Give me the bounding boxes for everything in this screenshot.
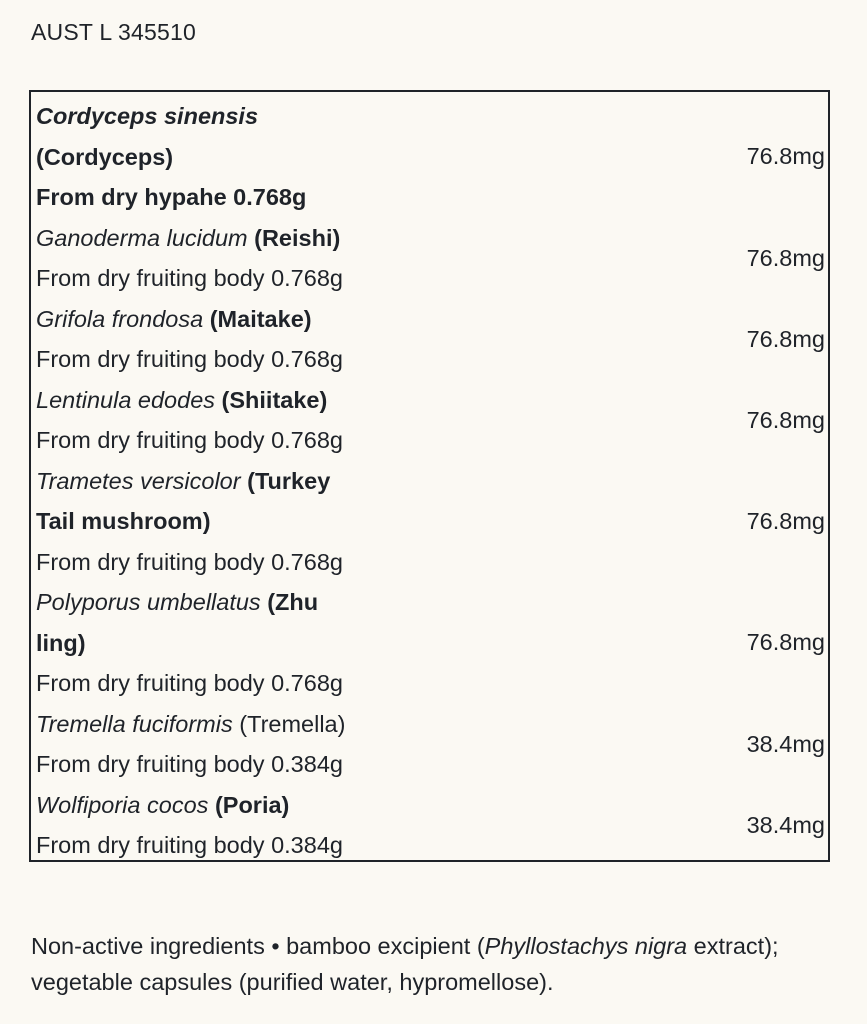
common-name: (Maitake) bbox=[209, 305, 312, 332]
latin-name: Tremella fuciformis bbox=[36, 710, 233, 737]
common-name: (Zhu bbox=[267, 589, 319, 615]
source-text: From dry hypahe 0.768g bbox=[36, 184, 307, 210]
ingredients-table bbox=[29, 90, 830, 862]
ingredient-name-cell bbox=[31, 461, 736, 583]
ingredient-row-cordyceps bbox=[31, 96, 828, 218]
ingredient-amount: 76.8mg bbox=[746, 629, 825, 656]
source-text: From dry fruiting body 0.768g bbox=[36, 427, 343, 453]
source-text: From dry fruiting body 0.384g bbox=[36, 751, 343, 777]
source-text: From dry fruiting body 0.768g bbox=[36, 670, 343, 696]
footer-italic-name: Phyllostachys nigra bbox=[484, 933, 688, 959]
ingredient-amount: 76.8mg bbox=[746, 406, 825, 433]
common-name: (Turkey bbox=[247, 467, 331, 494]
aust-listing-number: AUST L 345510 bbox=[31, 19, 196, 45]
ingredient-row-maitake bbox=[31, 299, 828, 380]
footer-prefix: Non-active ingredients • bamboo excipient ( bbox=[31, 933, 485, 959]
source-text: From dry fruiting body 0.768g bbox=[36, 548, 343, 575]
latin-name: Wolfiporia cocos bbox=[36, 791, 209, 818]
ingredient-row-turkey-tail bbox=[31, 461, 828, 583]
ingredient-amount: 76.8mg bbox=[746, 143, 825, 170]
ingredient-amount: 76.8mg bbox=[746, 507, 825, 534]
common-name: (Cordyceps) bbox=[36, 143, 174, 170]
ingredient-row-reishi bbox=[31, 218, 828, 299]
source-text: From dry fruiting body 0.768g bbox=[36, 346, 343, 372]
ingredient-row-shiitake bbox=[31, 380, 828, 461]
common-name-continued: ling) bbox=[36, 629, 86, 656]
common-name: (Tremella) bbox=[239, 710, 346, 737]
common-name: (Reishi) bbox=[254, 224, 341, 251]
ingredient-name-cell bbox=[31, 218, 736, 299]
source-text: From dry fruiting body 0.384g bbox=[36, 832, 343, 858]
footer-suffix: extract); vegetable capsules (purified water, hypromellose). bbox=[31, 933, 779, 995]
ingredient-amount: 76.8mg bbox=[746, 244, 825, 271]
ingredient-amount: 76.8mg bbox=[746, 325, 825, 352]
ingredient-row-zhu-ling bbox=[31, 582, 828, 704]
common-name: (Shiitake) bbox=[221, 386, 328, 413]
non-active-ingredients bbox=[31, 928, 851, 1000]
ingredient-amount: 38.4mg bbox=[746, 730, 825, 757]
latin-name: Lentinula edodes bbox=[36, 386, 216, 413]
ingredient-amount: 38.4mg bbox=[746, 811, 825, 838]
latin-name: Cordyceps sinensis bbox=[36, 103, 259, 129]
latin-name: Ganoderma lucidum bbox=[36, 224, 248, 251]
latin-name: Grifola frondosa bbox=[36, 305, 204, 332]
ingredient-row-poria bbox=[31, 785, 828, 866]
ingredient-name-cell bbox=[31, 582, 736, 704]
latin-name: Polyporus umbellatus bbox=[36, 589, 261, 615]
latin-name: Trametes versicolor bbox=[36, 467, 241, 494]
ingredient-name-cell bbox=[31, 380, 736, 461]
ingredient-name-cell bbox=[31, 785, 736, 866]
ingredient-name-cell bbox=[31, 299, 736, 380]
ingredient-row-tremella bbox=[31, 704, 828, 785]
common-name-continued: Tail mushroom) bbox=[36, 508, 211, 534]
ingredient-name-cell bbox=[31, 704, 736, 785]
ingredient-name-cell bbox=[31, 96, 736, 218]
source-text: From dry fruiting body 0.768g bbox=[36, 265, 343, 291]
common-name: (Poria) bbox=[214, 791, 290, 818]
